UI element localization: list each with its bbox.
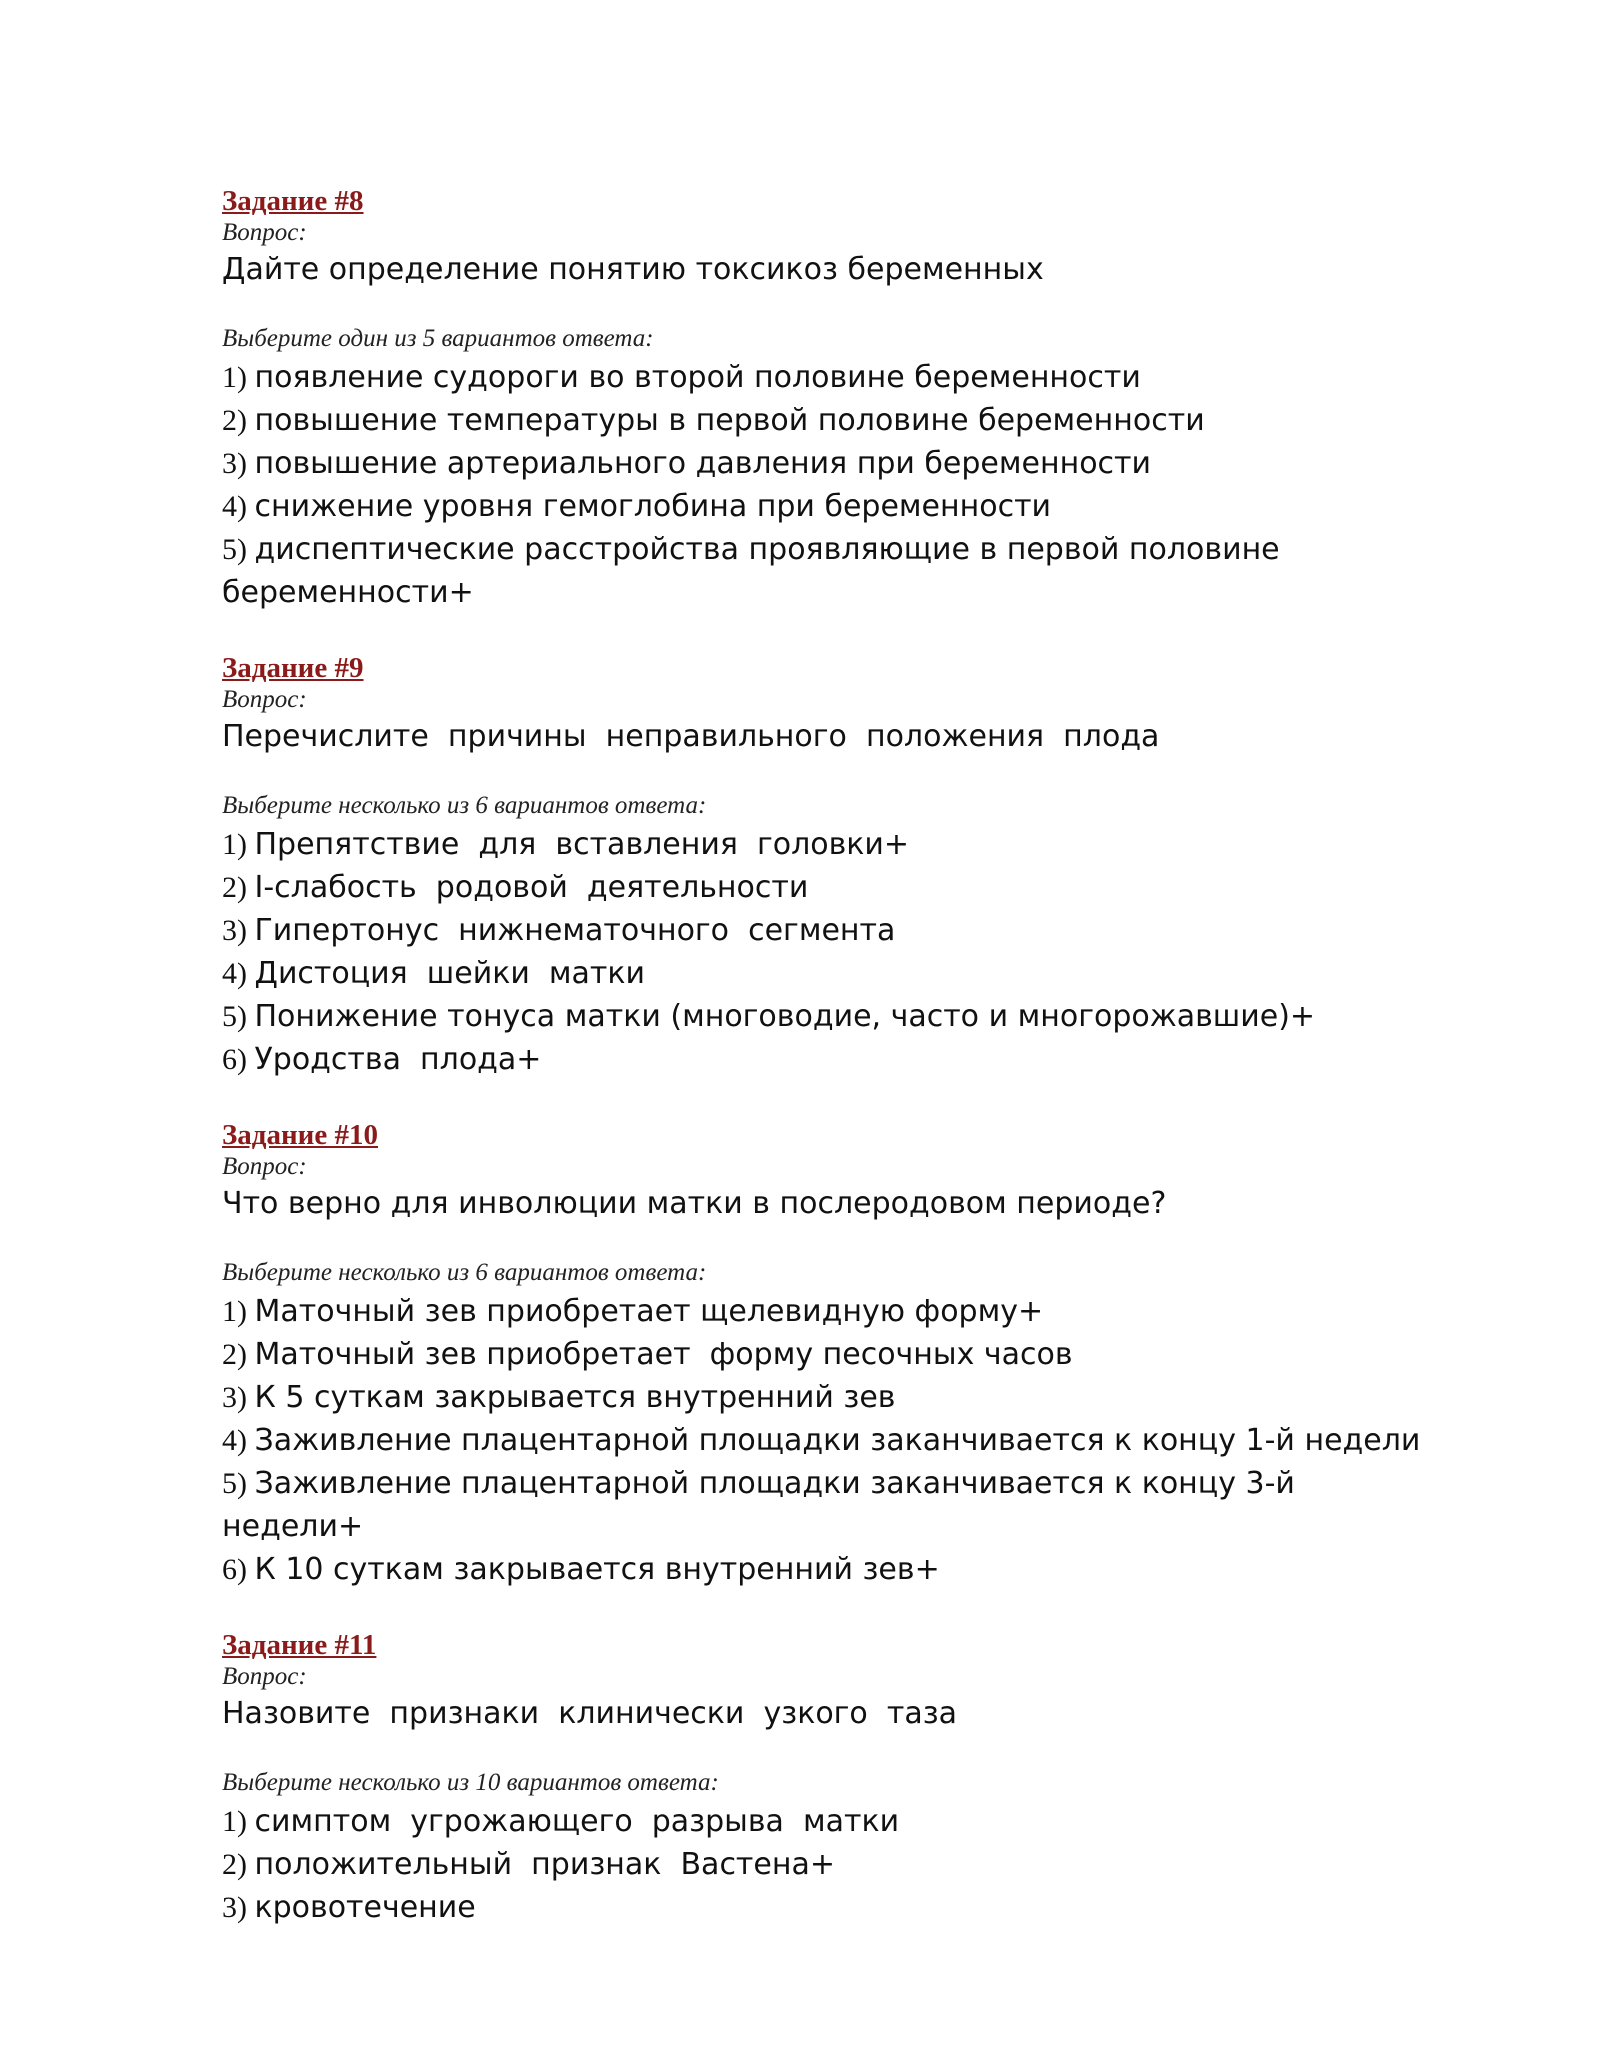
answer-option (222, 442, 1422, 485)
task-11 (222, 1628, 1422, 1929)
question-text: Назовите признаки клинически узкого таза (222, 1696, 958, 1731)
answer-option (222, 823, 1422, 866)
task-title: Задание #10 (222, 1119, 379, 1151)
answer-number: 2) (222, 1848, 247, 1881)
answer-option (222, 1419, 1422, 1462)
answer-number: 4) (222, 1424, 247, 1457)
answer-option (222, 1800, 1422, 1843)
answer-number: 1) (222, 361, 247, 394)
answer-number: 3) (222, 914, 247, 947)
answer-option (222, 485, 1422, 528)
task-title: Задание #11 (222, 1629, 377, 1661)
answer-option (222, 1843, 1422, 1886)
answer-text: Маточный зев приобретает щелевидную форму+ (254, 1294, 1044, 1329)
answer-number: 5) (222, 1467, 247, 1500)
answer-text: симптом угрожающего разрыва матки (254, 1804, 900, 1839)
answer-number: 4) (222, 490, 247, 523)
answer-instruction: Выберите один из 5 вариантов ответа: (222, 325, 654, 352)
question-text: Дайте определение понятию токсикоз беременных (222, 252, 1044, 287)
answer-text: Заживление плацентарной площадки заканчивается к концу 1-й недели (254, 1423, 1421, 1458)
answer-text: К 5 суткам закрывается внутренний зев (254, 1380, 896, 1415)
answer-text: Уродства плода+ (254, 1042, 542, 1077)
answer-option (222, 1290, 1422, 1333)
answer-number: 2) (222, 1338, 247, 1371)
task-9 (222, 651, 1422, 1081)
question-label: Вопрос: (222, 219, 307, 246)
answer-option (222, 909, 1422, 952)
answer-number: 6) (222, 1043, 247, 1076)
answer-text: повышение артериального давления при беременности (254, 446, 1152, 481)
answer-option (222, 866, 1422, 909)
answer-text: положительный признак Вастена+ (254, 1847, 836, 1882)
answer-list (222, 823, 1422, 1081)
answer-text: Дистоция шейки матки (254, 956, 645, 991)
answer-text: снижение уровня гемоглобина при беременности (254, 489, 1052, 524)
answer-instruction: Выберите несколько из 10 вариантов ответа: (222, 1769, 719, 1796)
answer-option (222, 1886, 1422, 1929)
answer-number: 3) (222, 447, 247, 480)
answer-option (222, 952, 1422, 995)
answer-option (222, 1038, 1422, 1081)
answer-option (222, 399, 1422, 442)
answer-number: 1) (222, 828, 247, 861)
answer-text: Препятствие для вставления головки+ (254, 827, 910, 862)
answer-number: 4) (222, 957, 247, 990)
answer-number: 3) (222, 1381, 247, 1414)
answer-number: 2) (222, 404, 247, 437)
answer-text: кровотечение (254, 1890, 476, 1925)
task-8 (222, 184, 1422, 614)
task-title: Задание #9 (222, 652, 364, 684)
answer-text: диспептические расстройства проявляющие в первой половине беременности+ (222, 532, 1290, 610)
answer-option (222, 1333, 1422, 1376)
answer-text: Понижение тонуса матки (многоводие, часто и многорожавшие)+ (254, 999, 1316, 1034)
answer-number: 1) (222, 1805, 247, 1838)
question-text: Что верно для инволюции матки в послеродовом периоде? (222, 1186, 1167, 1221)
answer-number: 6) (222, 1553, 247, 1586)
answer-list (222, 1800, 1422, 1929)
answer-list (222, 356, 1422, 614)
answer-instruction: Выберите несколько из 6 вариантов ответа: (222, 792, 707, 819)
answer-option (222, 995, 1422, 1038)
answer-number: 1) (222, 1295, 247, 1328)
answer-text: появление судороги во второй половине беременности (254, 360, 1141, 395)
answer-option (222, 1462, 1422, 1548)
answer-number: 3) (222, 1891, 247, 1924)
answer-option (222, 356, 1422, 399)
answer-text: Гипертонус нижнематочного сегмента (254, 913, 896, 948)
question-text: Перечислите причины неправильного положения плода (222, 719, 1160, 754)
task-title: Задание #8 (222, 185, 364, 217)
question-label: Вопрос: (222, 686, 307, 713)
answer-number: 5) (222, 1000, 247, 1033)
document-page (222, 184, 1422, 1966)
question-label: Вопрос: (222, 1153, 307, 1180)
task-10 (222, 1118, 1422, 1591)
answer-text: К 10 суткам закрывается внутренний зев+ (254, 1552, 940, 1587)
answer-text: I-слабость родовой деятельности (254, 870, 809, 905)
answer-list (222, 1290, 1422, 1591)
answer-instruction: Выберите несколько из 6 вариантов ответа: (222, 1259, 707, 1286)
answer-option (222, 1548, 1422, 1591)
answer-text: повышение температуры в первой половине беременности (254, 403, 1205, 438)
question-label: Вопрос: (222, 1663, 307, 1690)
answer-text: Маточный зев приобретает форму песочных часов (254, 1337, 1073, 1372)
answer-number: 5) (222, 533, 247, 566)
answer-option (222, 528, 1422, 614)
answer-text: Заживление плацентарной площадки заканчивается к концу 3-й недели+ (222, 1466, 1305, 1544)
answer-option (222, 1376, 1422, 1419)
answer-number: 2) (222, 871, 247, 904)
